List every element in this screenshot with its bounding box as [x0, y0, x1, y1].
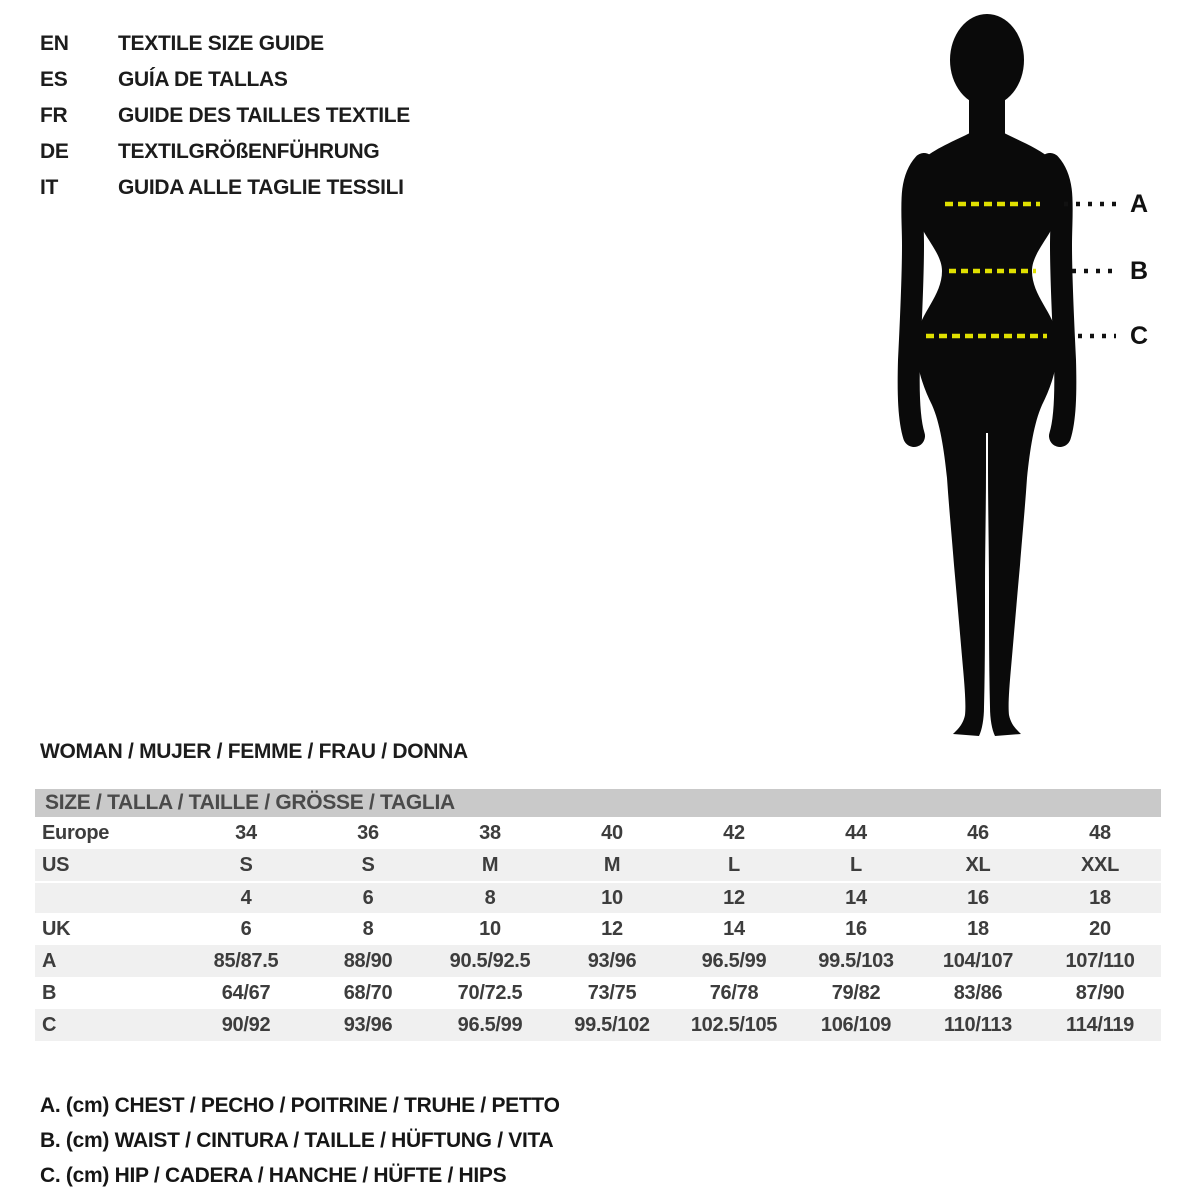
language-code: ES	[40, 68, 68, 91]
cell: 20	[1089, 917, 1111, 940]
language-title: TEXTILE SIZE GUIDE	[118, 32, 324, 55]
cell: 93/96	[587, 949, 637, 972]
cell: 104/107	[942, 949, 1014, 972]
cell: 99.5/103	[818, 949, 894, 972]
woman-silhouette-diagram	[850, 8, 1162, 738]
cell: 48	[1089, 821, 1111, 844]
measurement-figure	[850, 8, 1162, 738]
cell: 10	[479, 917, 501, 940]
size-table-header: SIZE / TALLA / TAILLE / GRÖSSE / TAGLIA	[35, 789, 1161, 817]
language-title: GUIDA ALLE TAGLIE TESSILI	[118, 176, 404, 199]
cell: S	[361, 853, 375, 876]
language-row-es	[40, 62, 410, 98]
cell: M	[603, 853, 621, 876]
cell: 90.5/92.5	[449, 949, 531, 972]
table-row-waist-b	[35, 977, 1161, 1009]
cell: 14	[723, 917, 745, 940]
cell: 110/113	[944, 1013, 1012, 1036]
section-title-woman: WOMAN / MUJER / FEMME / FRAU / DONNA	[40, 740, 468, 763]
language-title: TEXTILGRÖßENFÜHRUNG	[118, 140, 380, 163]
language-code: DE	[40, 140, 69, 163]
legend-hip: C. (cm) HIP / CADERA / HANCHE / HÜFTE / HIPS	[40, 1164, 507, 1187]
row-label: US	[42, 853, 70, 876]
cell: 38	[479, 821, 501, 844]
cell: 107/110	[1065, 949, 1135, 972]
language-code: FR	[40, 104, 68, 127]
table-row-europe	[35, 817, 1161, 849]
cell: L	[728, 853, 740, 876]
marker-label-a: A	[1130, 190, 1149, 218]
language-title-list	[40, 26, 410, 206]
cell: XXL	[1081, 853, 1119, 876]
cell: 83/86	[953, 981, 1003, 1004]
legend-chest: A. (cm) CHEST / PECHO / POITRINE / TRUHE / PETTO	[40, 1094, 560, 1117]
cell: 16	[967, 886, 989, 909]
cell: 6	[240, 917, 252, 940]
language-code: EN	[40, 32, 69, 55]
table-row-chest-a	[35, 945, 1161, 977]
cell: 10	[601, 886, 623, 909]
cell: 18	[967, 917, 989, 940]
marker-label-b: B	[1130, 257, 1149, 285]
row-label: B	[42, 981, 57, 1004]
cell: 102.5/105	[690, 1013, 778, 1036]
silhouette-right-arm	[1050, 164, 1065, 436]
row-label: Europe	[42, 821, 110, 844]
language-row-en	[40, 26, 410, 62]
size-table	[35, 789, 1161, 1041]
table-row-us-numeric	[35, 881, 1161, 913]
cell: 79/82	[831, 981, 881, 1004]
language-code: IT	[40, 176, 59, 199]
cell: 12	[601, 917, 623, 940]
cell: M	[481, 853, 499, 876]
cell: 36	[357, 821, 379, 844]
cell: 18	[1089, 886, 1111, 909]
cell: 93/96	[343, 1013, 393, 1036]
table-row-hip-c	[35, 1009, 1161, 1041]
language-row-it	[40, 170, 410, 206]
cell: 8	[484, 886, 496, 909]
cell: 99.5/102	[574, 1013, 650, 1036]
cell: 88/90	[343, 949, 393, 972]
row-label: UK	[42, 917, 71, 940]
language-row-de	[40, 134, 410, 170]
cell: 114/119	[1066, 1013, 1134, 1036]
language-title: GUIDE DES TAILLES TEXTILE	[118, 104, 410, 127]
cell: 64/67	[221, 981, 271, 1004]
table-row-us	[35, 849, 1161, 881]
cell: 96.5/99	[457, 1013, 523, 1036]
cell: 6	[362, 886, 374, 909]
cell: 85/87.5	[213, 949, 279, 972]
cell: 76/78	[709, 981, 759, 1004]
cell: 4	[240, 886, 252, 909]
cell: 46	[967, 821, 989, 844]
cell: XL	[965, 853, 991, 876]
cell: 90/92	[221, 1013, 271, 1036]
marker-label-c: C	[1130, 322, 1149, 350]
legend-waist: B. (cm) WAIST / CINTURA / TAILLE / HÜFTUNG / VITA	[40, 1129, 554, 1152]
table-row-uk	[35, 913, 1161, 945]
cell: L	[850, 853, 862, 876]
cell: 87/90	[1075, 981, 1125, 1004]
cell: 12	[723, 886, 745, 909]
cell: 40	[601, 821, 623, 844]
cell: 70/72.5	[457, 981, 523, 1004]
language-row-fr	[40, 98, 410, 134]
silhouette-left-arm	[909, 164, 924, 436]
cell: 96.5/99	[701, 949, 767, 972]
cell: 8	[362, 917, 374, 940]
cell: 44	[845, 821, 867, 844]
cell: S	[239, 853, 253, 876]
cell: 34	[235, 821, 257, 844]
language-title: GUÍA DE TALLAS	[118, 68, 288, 91]
cell: 73/75	[587, 981, 637, 1004]
row-label: A	[42, 949, 57, 972]
cell: 42	[723, 821, 745, 844]
measurement-legend	[40, 1088, 560, 1193]
row-label: C	[42, 1013, 57, 1036]
cell: 106/109	[820, 1013, 892, 1036]
cell: 14	[845, 886, 867, 909]
cell: 68/70	[343, 981, 393, 1004]
silhouette-body	[912, 132, 1063, 736]
cell: 16	[845, 917, 867, 940]
